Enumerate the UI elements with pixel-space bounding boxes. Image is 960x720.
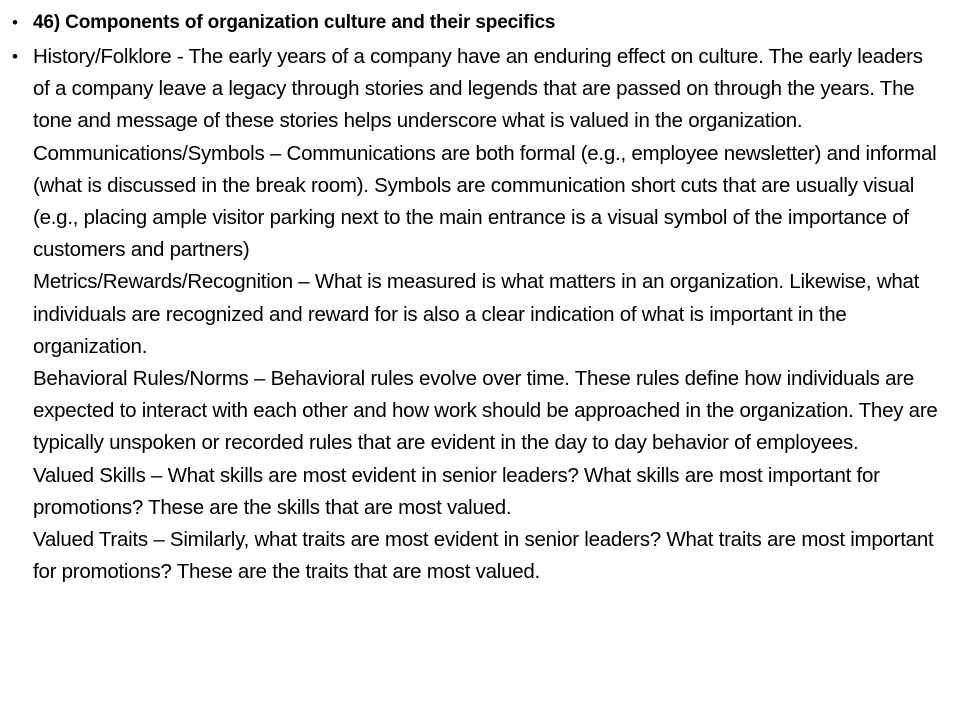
slide-title: 46) Components of organization culture and their specifics <box>33 12 556 33</box>
bullet-dot-icon: • <box>12 13 18 32</box>
bullet-item-title <box>12 8 942 38</box>
paragraph-communications-symbols: Communications/Symbols – Communications are both formal (e.g., employee newsletter) and informal (what is discussed in the break room). Symbols are communication short cuts that are usually visual (e.g., placing ample visitor parking next to the main entrance is a visual symbol of the importance of customers and partners) <box>33 141 937 262</box>
bullet-dot-icon: • <box>12 47 18 66</box>
paragraph-metrics-rewards-recognition: Metrics/Rewards/Recognition – What is measured is what matters in an organization. Likewise, what individuals are recognized and reward for is also a clear indication of what is important in the organization. <box>33 270 920 358</box>
bullet-list <box>12 8 942 588</box>
bullet-item-body <box>12 41 942 588</box>
paragraph-history-folklore: History/Folklore - The early years of a company have an enduring effect on culture. The early leaders of a company leave a legacy through stories and legends that are passed on through the years. The tone and message of these stories helps underscore what is valued in the organization. <box>33 45 923 133</box>
paragraph-valued-skills: Valued Skills – What skills are most evident in senior leaders? What skills are most important for promotions? These are the skills that are most valued. <box>33 463 880 519</box>
paragraph-valued-traits: Valued Traits – Similarly, what traits are most evident in senior leaders? What traits are most important for promotions? These are the traits that are most valued. <box>33 528 934 584</box>
paragraph-behavioral-rules-norms: Behavioral Rules/Norms – Behavioral rules evolve over time. These rules define how individuals are expected to interact with each other and how work should be approached in the organization. They are typically unspoken or recorded rules that are evident in the day to day behavior of employees. <box>33 367 938 455</box>
